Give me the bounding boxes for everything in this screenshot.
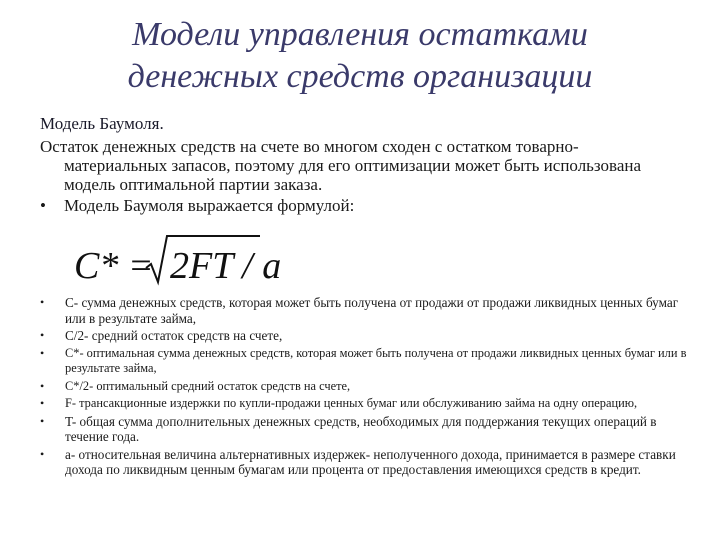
- model-label: Модель Баумоля.: [40, 114, 164, 133]
- definition-text: C- сумма денежных средств, которая может быть получена от продажи от продажи ликвидных ценных бумаг или в результате займа,: [65, 295, 679, 326]
- intro-paragraph: Остаток денежных средств на счете во многом сходен с остатком товарно-материальных запасов, поэтому для его оптимизации может быть использована модель оптимальной партии заказа.: [40, 137, 642, 194]
- definition-text: a- относительная величина альтернативных издержек- неполученного дохода, принимается в размере ставки дохода по ликвидным ценным бумагам или процента от предоставления имеющихся средств в кредит.: [65, 446, 676, 477]
- definition-text: F- трансакционные издержки по купли-продажи ценных бумаг или обслуживанию займа на одну операцию,: [65, 396, 638, 410]
- intro-bullet-text: Модель Баумоля выражается формулой:: [64, 196, 355, 215]
- bullet-marker: •: [40, 396, 45, 410]
- formula-radicand: 2FT / a: [170, 245, 282, 287]
- baumol-formula: [70, 230, 282, 290]
- definition-item: [40, 447, 690, 478]
- bullet-marker: •: [40, 328, 45, 342]
- definition-item: [40, 328, 690, 344]
- definition-text: T- общая сумма дополнительных денежных средств, необходимых для поддержания текущих операций в течение года.: [65, 413, 657, 444]
- formula-graphic: [70, 230, 282, 290]
- formula-lhs: C* =: [74, 245, 154, 287]
- title-line-1: Модели управления остатками: [132, 16, 588, 53]
- definition-item: [40, 295, 690, 326]
- slide-title: [40, 14, 680, 98]
- definition-text: C*/2- оптимальный средний остаток средств на счете,: [65, 378, 351, 393]
- bullet-marker: •: [40, 446, 45, 461]
- definition-item: [40, 396, 690, 412]
- definition-item: [40, 346, 690, 377]
- bullet-marker: •: [40, 345, 45, 360]
- title-line-2: денежных средств организации: [127, 58, 593, 95]
- bullet-marker: •: [40, 378, 45, 393]
- intro-block: [40, 137, 680, 215]
- bullet-marker: •: [40, 295, 45, 309]
- definition-text: C*- оптимальная сумма денежных средств, которая может быть получена от продажи ликвидных ценных бумаг или в результате займа,: [65, 345, 687, 375]
- definition-item: [40, 379, 690, 395]
- bullet-marker: •: [40, 413, 45, 428]
- definition-item: [40, 414, 690, 445]
- definition-text: C/2- средний остаток средств на счете,: [65, 328, 283, 343]
- bullet-marker: •: [40, 196, 46, 215]
- intro-bullet: [40, 196, 680, 215]
- definitions-list: [40, 295, 690, 480]
